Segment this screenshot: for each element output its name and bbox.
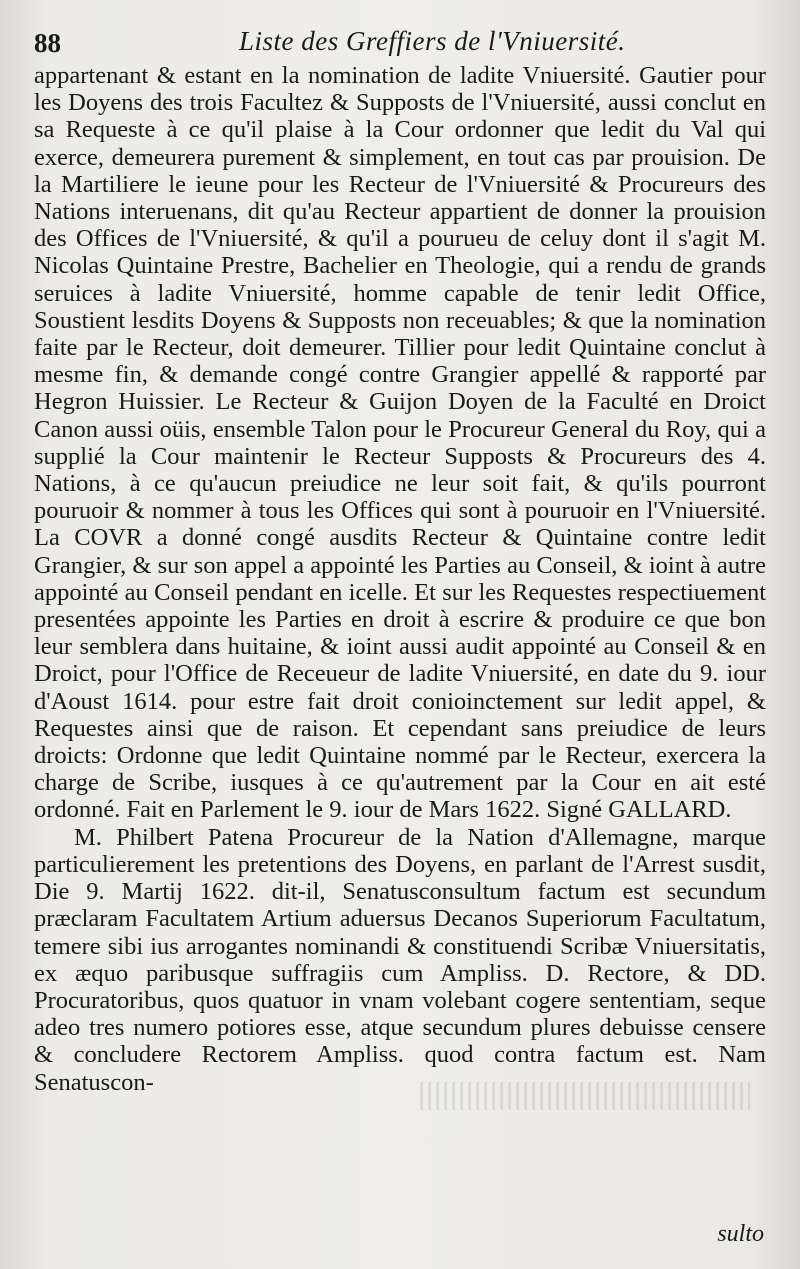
show-through-bleed [420, 1082, 750, 1110]
paragraph-arrest: appartenant & estant en la nomination de ladite Vniuersité. Gautier pour les Doyens des trois Facultez & Supposts de l'Vniuersité, aussi conclut en sa Requeste à ce qu'il plaise à la Cour ordonner que ledit du Val qui exerce, demeurera purement & simplement, en tout cas par prouision. De la Martiliere le ieune pour les Recteur de l'Vniuersité & Procureurs des Nations interuenans, dit qu'au Recteur appartient de donner la prouision des Offices de l'Vniuersité, & qu'il a pourueu de celuy dont il s'agit M. Nicolas Quintaine Prestre, Bachelier en Theologie, qui a rendu de grands seruices à ladite Vniuersité, homme capable de tenir ledit Office, Soustient lesdits Doyens & Supposts non receuables; & que la nomination faite par le Recteur, doit demeurer. Tillier pour ledit Quintaine conclut à mesme fin, & demande congé contre Grangier appellé & rapporté par Hegron Huissier. Le Recteur & Guijon Doyen de la Faculté en Droict Canon aussi oüis, ensemble Talon pour le Procureur General du Roy, qui a supplié la Cour maintenir le Recteur Supposts & Procureurs des 4. Nations, à ce qu'aucun preiudice ne leur soit fait, & qu'ils pourront pouruoir & nommer à tous les Offices qui sont à pouruoir en l'Vniuersité. La COVR a donné congé ausdits Recteur & Quintaine contre ledit Grangier, & sur son appel a appointé les Parties au Conseil, & ioint à autre appointé au Conseil pendant en icelle. Et sur les Requestes respectiuement presentées appointe les Parties en droit à escrire & produire ce que bon leur semblera dans huitaine, & ioint aussi audit appointé au Conseil & en Droict, pour l'Office de Receueur de ladite Vniuersité, en date du 9. iour d'Aoust 1614. pour estre fait droit conioinctement sur ledit appel, & Requestes ainsi que de raison. Et cependant sans preiudice de leurs droicts: Ordonne que ledit Quintaine nommé par le Recteur, exercera la charge de Scribe, iusques à ce qu'autrement par la Cour en ait esté ordonné. Fait en Parlement le 9. iour de Mars 1622. Signé GALLARD. [34, 62, 766, 824]
running-title: Liste des Greffiers de l'Vniuersité. [239, 26, 626, 56]
page-header [34, 26, 774, 62]
page-number: 88 [34, 28, 61, 58]
paragraph-patena: M. Philbert Patena Procureur de la Nation d'Allemagne, marque particulierement les pretentions des Doyens, en parlant de l'Arrest susdit, Die 9. Martij 1622. dit-il, Senatusconsultum factum est secundum præclaram Facultatem Artium aduersus Decanos Superiorum Facultatum, temere sibi ius arrogantes nominandi & constituendi Scribæ Vniuersitatis, ex æquo paribusque suffragiis cum Ampliss. D. Rectore, & DD. Procuratoribus, quos quatuor in vnam volebant cogere sententiam, seque adeo tres numero potiores esse, atque secundum plures debuisse censere & concludere Rectorem Ampliss. quod contra factum est. Nam Senatuscon- [34, 823, 766, 1096]
body-text [34, 62, 766, 1096]
catchword: sulto [717, 1221, 764, 1247]
